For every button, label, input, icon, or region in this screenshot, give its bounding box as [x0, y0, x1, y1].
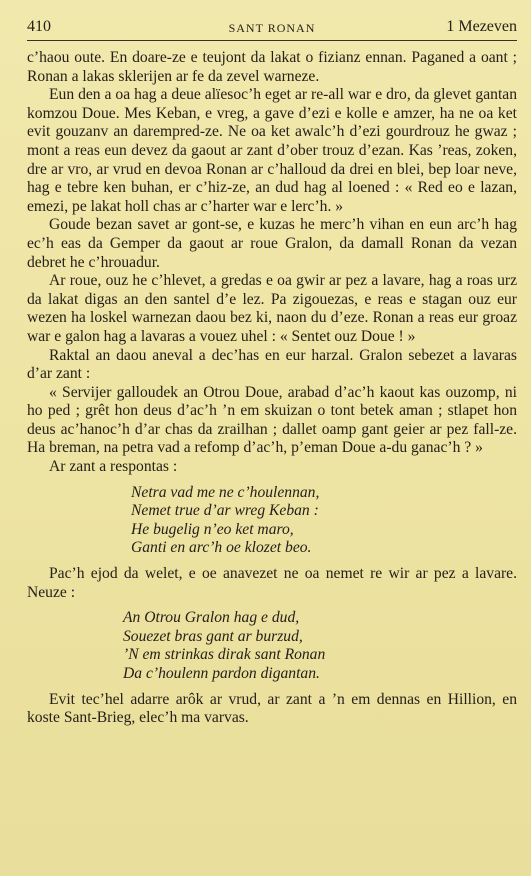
- running-title: SANT RONAN: [228, 21, 316, 35]
- paragraph: Pac’h ejod da welet, e oe anavezet ne oa nemet re wir ar pez a lavare. Neuze :: [27, 565, 517, 601]
- paragraph: Evit tec’hel adarre arôk ar vrud, ar zant a ’n em dennas en Hillion, en koste Sant-Brieg, elec’h ma varvas.: [27, 690, 517, 727]
- paragraph: Ar roue, ouz he c’hlevet, a gredas e oa gwir ar pez a lavare, hag a roas urz da lakat digas an den santel d’e lez. Pa zigouezas, e reas e stagan ouz eur wezen ha loskel warnezan daou bez ki, naon du d’eze. Ronan a reas eur groaz war e galon hag a lavaras a vouez uhel : « Sentet ouz Doue ! »: [27, 272, 517, 345]
- paragraph: c’haou oute. En doare-ze e teujont da lakat o fizianz ennan. Paganed a oant ; Ronan a lakas sklerijen ar fe da zevel warneze.: [27, 49, 517, 85]
- paragraph: Ar zant a respontas :: [49, 458, 178, 476]
- paragraph: Goude bezan savet ar gont-se, e kuzas he merc’h vihan en eun arc’h hag ec’h eas da Gemper da gaout ar roue Gralon, da damall Ronan da vezan debret he c’hrouadur.: [27, 216, 517, 271]
- paragraph: Raktal an daou aneval a dec’has en eur harzal. Gralon sebezet a lavaras d’ar zant :: [27, 346, 517, 383]
- page-body: [27, 49, 517, 728]
- page-number: 410: [27, 18, 51, 35]
- verse-line: Da c’houlenn pardon digantan.: [123, 665, 320, 682]
- verse-line: Nemet true d’ar wreg Keban :: [131, 502, 319, 520]
- running-header: [27, 16, 517, 41]
- verse-line: ’N em strinkas dirak sant Ronan: [123, 646, 326, 664]
- verse-stanza: [131, 484, 517, 558]
- month-label: 1 Mezeven: [446, 18, 517, 35]
- paragraph: Eun den a oa hag a deue alïesoc’h eget ar re-all war e dro, da glevet gantan komzou Doue. Mes Keban, e vreg, a gave d’ezi e kolle e amzer, ha ne oa ket evit gouzanv an darempred-ze. Ne oa ket awalc’h d’ezi gourdrouz he gwaz ; mont a reas eun devez da gaout ar zant d’ober trouz d’ezan. Kas ’reas, zoken, dre ar vro, ar vrud en devoa Ronan ar c’halloud da drei en blei, bep loar neve, hag e tebre ken buhan, er c’hiz-ze, an dud hag al loened : « Red eo e lazan, emezi, pe lakat holl chas ar c’harter war e lerc’h. »: [27, 86, 517, 215]
- verse-line: He bugelig n’eo ket maro,: [131, 520, 294, 538]
- verse-line: Ganti en arc’h oe klozet beo.: [131, 539, 312, 557]
- verse-stanza: [123, 609, 517, 683]
- verse-line: An Otrou Gralon hag e dud,: [123, 609, 300, 627]
- verse-line: Netra vad me ne c’houlennan,: [131, 483, 320, 501]
- verse-line: Souezet bras gant ar burzud,: [123, 627, 303, 645]
- paragraph: « Servijer galloudek an Otrou Doue, arabad d’ac’h kaout kas ouzomp, ni ho ped ; grêt hon deus d’ac’h ’n em skuizan o tont betek aman ; stlapet hon deus ac’hanoc’h d’ar chas da zrailhan ; dallet oamp gant geier ar pez fall-ze. Ha breman, na petra vad a refomp d’ac’h, p’eman Doue a-du ganac’h ? »: [27, 383, 517, 457]
